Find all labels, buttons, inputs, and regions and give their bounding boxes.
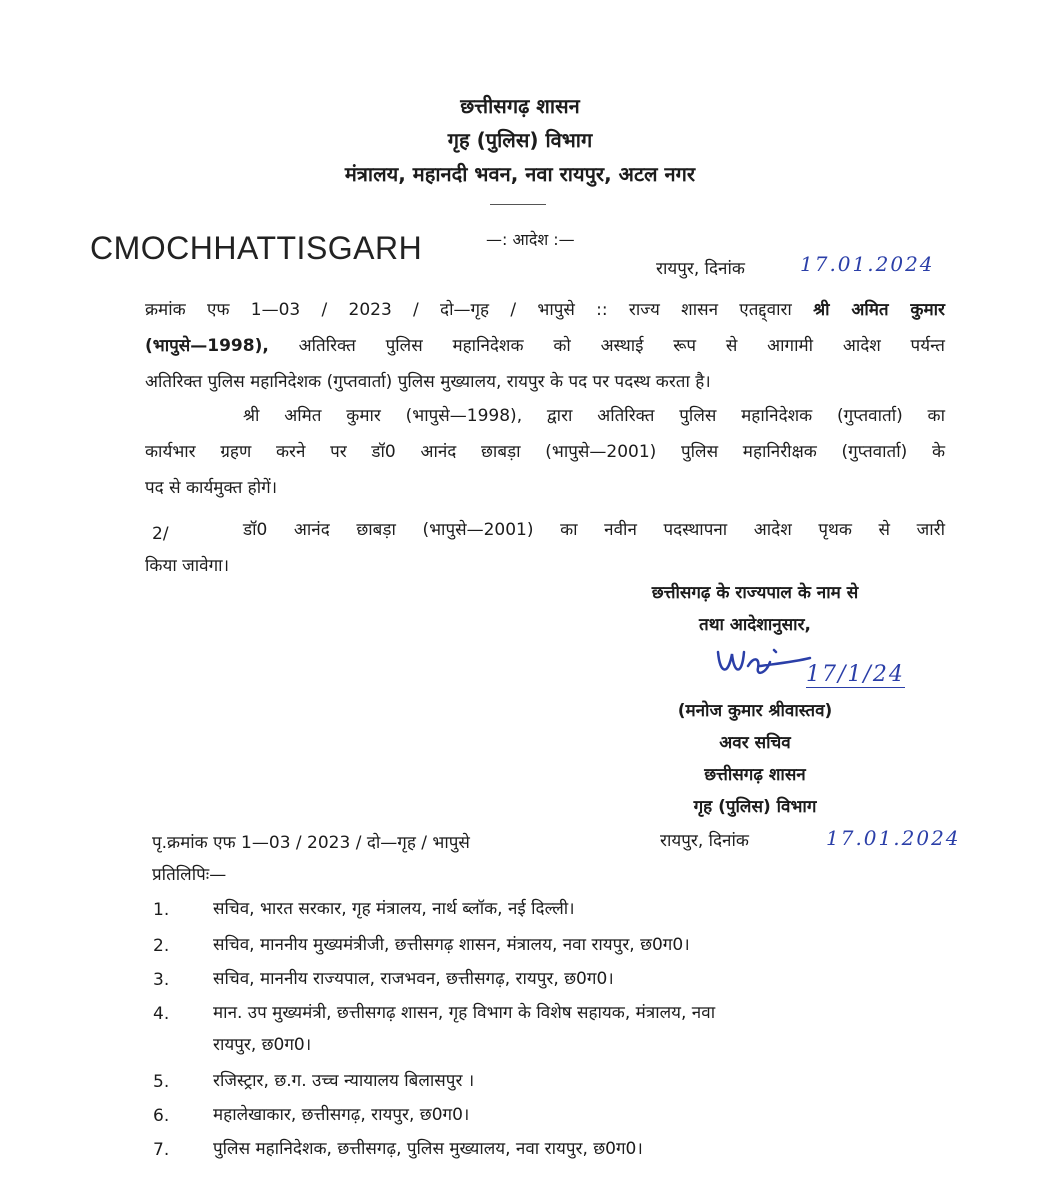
para1-line3: अतिरिक्त पुलिस महानिदेशक (गुप्तवार्ता) पुलिस मुख्यालय, रायपुर के पद पर पदस्थ करता है। [145,372,711,392]
paragraph-3 [145,512,945,584]
watermark-text: CMOCHHATTISGARH [90,230,423,266]
list-item: सचिव, माननीय मुख्यमंत्रीजी, छत्तीसगढ़ शासन, मंत्रालय, नवा रायपुर, छ0ग0। [213,935,690,955]
signature-line-2: तथा आदेशानुसार, [699,615,811,635]
officer-name: श्री अमित कुमार [813,300,946,320]
list-item-number: 3. [153,970,170,990]
date-label: रायपुर, दिनांक [656,259,745,279]
list-item: महालेखाकार, छत्तीसगढ़, रायपुर, छ0ग0। [213,1105,470,1125]
para3-number: 2/ [152,524,169,544]
para1-line2-text: अतिरिक्त पुलिस महानिदेशक को अस्थाई रूप से आगामी आदेश पर्यन्त [298,336,945,356]
list-item-number: 7. [153,1140,170,1160]
list-item: सचिव, माननीय राज्यपाल, राजभवन, छत्तीसगढ़, रायपुर, छ0ग0। [213,969,614,989]
list-item-number: 5. [153,1072,170,1092]
officer-batch: (भापुसे—1998), [145,336,269,356]
signature-line-1: छत्तीसगढ़ के राज्यपाल के नाम से [651,583,859,603]
list-item-continuation: रायपुर, छ0ग0। [213,1035,312,1055]
paragraph-2 [145,398,945,506]
para2-line3: पद से कार्यमुक्त होगें। [145,478,278,498]
handwritten-date: 17.01.2024 [800,252,935,276]
para3-line1: डॉ0 आनंद छाबड़ा (भापुसे—2001) का नवीन पदस्थापना आदेश पृथक से जारी [243,520,945,540]
header-address: मंत्रालय, महानदी भवन, नवा रायपुर, अटल नगर [344,162,696,186]
header-govt: छत्तीसगढ़ शासन [460,94,580,118]
handwritten-signature [714,644,814,684]
endorsement-date: 17.01.2024 [826,826,961,850]
para2-line1: श्री अमित कुमार (भापुसे—1998), द्वारा अतिरिक्त पुलिस महानिदेशक (गुप्तवार्ता) का [243,406,945,426]
endorsement-date-label: रायपुर, दिनांक [660,831,749,851]
order-heading: —: आदेश :— [486,230,575,249]
signature-date: 17/1/24 [806,662,905,687]
para1-line2 [145,328,945,364]
list-item-number: 1. [153,900,170,920]
signatory-govt: छत्तीसगढ़ शासन [704,765,806,785]
list-item-number: 2. [153,936,170,956]
para2-line2: कार्यभार ग्रहण करने पर डॉ0 आनंद छाबड़ा (भापुसे—2001) पुलिस महानिरीक्षक (गुप्तवार्ता) के [145,442,945,462]
signatory-name: (मनोज कुमार श्रीवास्तव) [677,701,833,721]
endorsement-ref: पृ.क्रमांक एफ 1—03 / 2023 / दो—गृह / भापुसे [152,833,470,853]
list-item: रजिस्ट्रार, छ.ग. उच्च न्यायालय बिलासपुर । [213,1071,475,1091]
list-item-number: 6. [153,1106,170,1126]
list-item: मान. उप मुख्यमंत्री, छत्तीसगढ़ शासन, गृह विभाग के विशेष सहायक, मंत्रालय, नवा [213,1003,716,1023]
list-item: पुलिस महानिदेशक, छत्तीसगढ़, पुलिस मुख्यालय, नवा रायपुर, छ0ग0। [213,1139,643,1159]
header-divider [490,204,546,205]
signatory-department: गृह (पुलिस) विभाग [693,797,817,817]
para3-line2: किया जावेगा। [145,556,230,576]
header-department: गृह (पुलिस) विभाग [447,128,593,152]
signatory-designation: अवर सचिव [719,733,791,753]
para1-line1 [145,292,945,328]
list-item-number: 4. [153,1004,170,1024]
list-item: सचिव, भारत सरकार, गृह मंत्रालय, नार्थ ब्लॉक, नई दिल्ली। [213,899,575,919]
paragraph-1 [145,292,945,400]
para1-ref: क्रमांक एफ 1—03 / 2023 / दो—गृह / भापुसे :: राज्य शासन एतद्द्वारा [145,300,792,320]
copy-to-label: प्रतिलिपिः— [152,865,227,885]
